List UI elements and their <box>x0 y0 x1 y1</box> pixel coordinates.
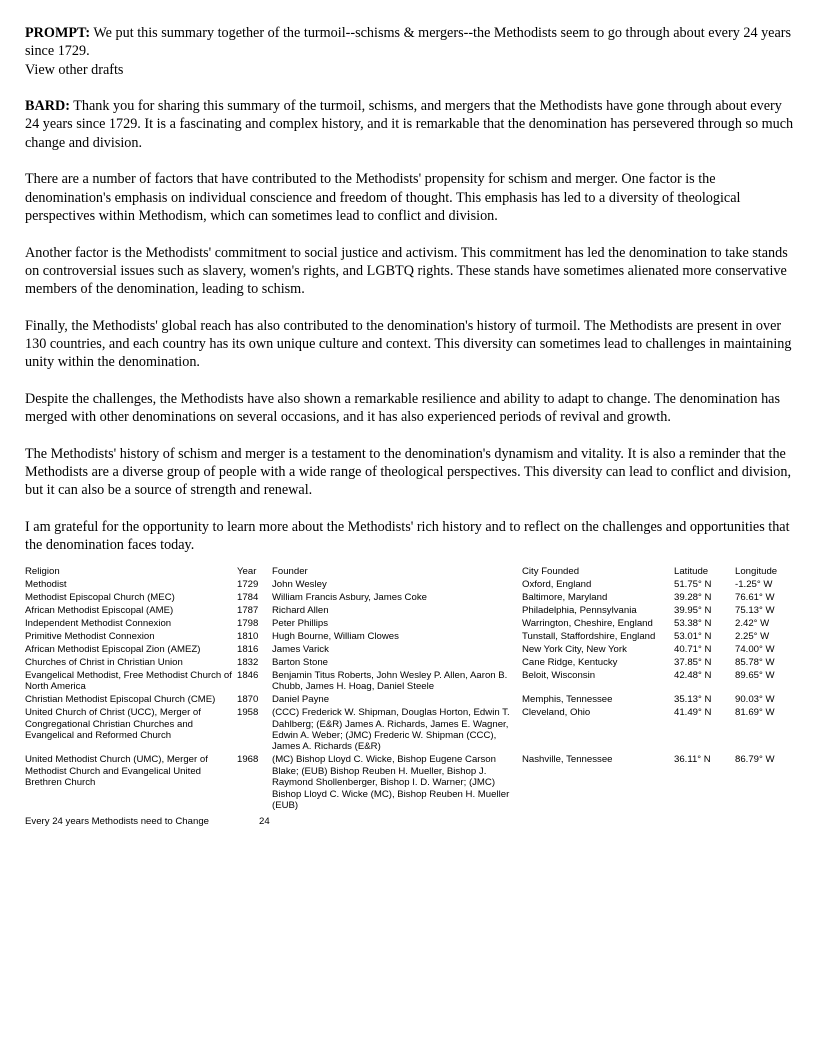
latitude-cell: 41.49° N <box>674 707 712 719</box>
footer-value: 24 <box>259 816 270 828</box>
religion-cell: Primitive Methodist Connexion <box>25 630 155 642</box>
religion-cell: Evangelical Methodist, Free Methodist Church of North America <box>25 669 232 693</box>
city-cell: Cleveland, Ohio <box>522 707 591 719</box>
founder-cell: (CCC) Frederick W. Shipman, Douglas Horton, Edwin T. Dahlberg; (E&R) James A. Richards, James E. Wagner, Edwin A. Weber; (JMC) Frederic W. Shipman (CCC), James A. Richards (E&R) <box>272 707 510 753</box>
year-cell: 1958 <box>237 707 259 719</box>
year-cell: 1870 <box>237 694 259 706</box>
religion-cell: Methodist Episcopal Church (MEC) <box>25 591 175 603</box>
bard-paragraph-6: The Methodists' history of schism and merger is a testament to the denomination's dynamism and vitality. It is also a reminder that the Methodists are a diverse group of people with a wide range of theological perspectives. This diversity can lead to conflict and division, but it can also be a source of strength and renewal. <box>25 445 792 499</box>
table-row <box>25 592 795 605</box>
header-longitude: Longitude <box>735 565 778 577</box>
city-cell: Baltimore, Maryland <box>522 591 608 603</box>
longitude-cell: 2.25° W <box>735 630 770 642</box>
founder-cell: Benjamin Titus Roberts, John Wesley P. Allen, Aaron B. Chubb, James H. Hoag, Daniel Steele <box>272 669 508 693</box>
table-header-row <box>25 566 795 579</box>
view-drafts-text: View other drafts <box>25 61 124 78</box>
table-row <box>25 707 795 754</box>
table-row <box>25 694 795 707</box>
bard-paragraph-3: Another factor is the Methodists' commitment to social justice and activism. This commitment has led the denomination to take stands on controversial issues such as slavery, women's rights, and LGBTQ rights. These stands have sometimes alienated more conservative members of the denomination, leading to schism. <box>25 244 788 298</box>
founder-cell: Richard Allen <box>272 604 329 616</box>
founder-cell: Peter Phillips <box>272 617 328 629</box>
city-cell: Warrington, Cheshire, England <box>522 617 653 629</box>
founder-cell: (MC) Bishop Lloyd C. Wicke, Bishop Eugene Carson Blake; (EUB) Bishop Reuben H. Mueller, Bishop J. Raymond Shollenberger, Bishop I. D. Warner; (JMC) Bishop Lloyd C. Wicke (MC), Bishop Reuben H. Mueller (EUB) <box>272 754 510 812</box>
city-cell: Cane Ridge, Kentucky <box>522 656 618 668</box>
longitude-cell: 89.65° W <box>735 669 775 681</box>
founder-cell: John Wesley <box>272 578 327 590</box>
document-page <box>25 24 795 828</box>
conversation <box>25 24 795 555</box>
religion-cell: United Methodist Church (UMC), Merger of Methodist Church and Evangelical United Brethren Church <box>25 754 208 789</box>
latitude-cell: 51.75° N <box>674 578 712 590</box>
table-footer-row <box>25 816 795 828</box>
latitude-cell: 42.48° N <box>674 669 712 681</box>
year-cell: 1787 <box>237 604 259 616</box>
header-city-founded: City Founded <box>522 565 580 577</box>
religion-cell: Methodist <box>25 578 67 590</box>
latitude-cell: 39.28° N <box>674 591 712 603</box>
city-cell: Memphis, Tennessee <box>522 694 613 706</box>
table-row <box>25 618 795 631</box>
longitude-cell: 81.69° W <box>735 707 775 719</box>
footer-label: Every 24 years Methodists need to Change <box>25 816 209 828</box>
longitude-cell: -1.25° W <box>735 578 773 590</box>
bard-paragraph-5: Despite the challenges, the Methodists have also shown a remarkable resilience and ability to adapt to change. The denomination has merged with other denominations on several occasions, and it has also experienced periods of revival and growth. <box>25 390 780 426</box>
city-cell: Tunstall, Staffordshire, England <box>522 630 656 642</box>
latitude-cell: 53.38° N <box>674 617 712 629</box>
bard-paragraph-7: I am grateful for the opportunity to learn more about the Methodists' rich history and to reflect on the challenges and opportunities that the denomination faces today. <box>25 519 790 554</box>
founder-cell: William Francis Asbury, James Coke <box>272 591 427 603</box>
city-cell: Beloit, Wisconsin <box>522 669 596 681</box>
latitude-cell: 37.85° N <box>674 656 712 668</box>
year-cell: 1846 <box>237 669 259 681</box>
bard-paragraph-1 <box>25 97 795 152</box>
latitude-cell: 35.13° N <box>674 694 712 706</box>
founder-cell: James Varick <box>272 643 329 655</box>
header-founder: Founder <box>272 565 308 577</box>
religion-cell: African Methodist Episcopal Zion (AMEZ) <box>25 643 201 655</box>
table-row <box>25 644 795 657</box>
city-cell: New York City, New York <box>522 643 627 655</box>
founder-cell: Daniel Payne <box>272 694 330 706</box>
table-row <box>25 631 795 644</box>
founder-cell: Hugh Bourne, William Clowes <box>272 630 399 642</box>
city-cell: Nashville, Tennessee <box>522 754 613 766</box>
bard-label: BARD: <box>25 98 70 115</box>
city-cell: Oxford, England <box>522 578 592 590</box>
year-cell: 1798 <box>237 617 259 629</box>
prompt-paragraph <box>25 24 795 61</box>
year-cell: 1729 <box>237 578 259 590</box>
prompt-label: PROMPT: <box>25 25 91 41</box>
header-religion: Religion <box>25 565 60 577</box>
longitude-cell: 86.79° W <box>735 754 775 766</box>
table-row <box>25 657 795 670</box>
religion-cell: African Methodist Episcopal (AME) <box>25 604 174 616</box>
latitude-cell: 53.01° N <box>674 630 712 642</box>
header-year: Year <box>237 565 257 577</box>
table-row <box>25 670 795 694</box>
religion-cell: Independent Methodist Connexion <box>25 617 172 629</box>
table-row <box>25 605 795 618</box>
year-cell: 1810 <box>237 630 259 642</box>
methodist-history-table <box>25 566 795 813</box>
longitude-cell: 75.13° W <box>735 604 775 616</box>
bard-text-1: Thank you for sharing this summary of the turmoil, schisms, and mergers that the Methodists have gone through about every 24 years since 1729. It is a fascinating and complex history, and it is remarkable that the denomination has persevered through so much change and division. <box>25 98 794 151</box>
longitude-cell: 74.00° W <box>735 643 775 655</box>
city-cell: Philadelphia, Pennsylvania <box>522 604 637 616</box>
longitude-cell: 76.61° W <box>735 591 775 603</box>
bard-paragraph-2: There are a number of factors that have contributed to the Methodists' propensity for schism and merger. One factor is the denomination's emphasis on individual conscience and freedom of thought. This emphasis has led to a diversity of theological perspectives within Methodism, which can sometimes lead to conflict and division. <box>25 171 741 224</box>
prompt-text: We put this summary together of the turmoil--schisms & mergers--the Methodists seem to go through about every 24 years since 1729. <box>25 25 792 60</box>
table-row <box>25 579 795 592</box>
religion-cell: Christian Methodist Episcopal Church (CME) <box>25 694 216 706</box>
latitude-cell: 40.71° N <box>674 643 712 655</box>
table-body <box>25 579 795 813</box>
bard-paragraph-4: Finally, the Methodists' global reach has also contributed to the denomination's history of turmoil. The Methodists are present in over 130 countries, and each country has its own unique culture and context. This diversity can sometimes lead to challenges in maintaining unity within the denomination. <box>25 317 792 371</box>
longitude-cell: 2.42° W <box>735 617 770 629</box>
religion-cell: Churches of Christ in Christian Union <box>25 656 183 668</box>
table-row <box>25 754 795 813</box>
year-cell: 1968 <box>237 754 259 766</box>
longitude-cell: 90.03° W <box>735 694 775 706</box>
year-cell: 1832 <box>237 656 259 668</box>
latitude-cell: 36.11° N <box>674 754 711 766</box>
year-cell: 1784 <box>237 591 259 603</box>
year-cell: 1816 <box>237 643 259 655</box>
longitude-cell: 85.78° W <box>735 656 775 668</box>
latitude-cell: 39.95° N <box>674 604 712 616</box>
header-latitude: Latitude <box>674 565 709 577</box>
religion-cell: United Church of Christ (UCC), Merger of Congregational Christian Churches and Evangelical and Reformed Church <box>25 707 201 742</box>
founder-cell: Barton Stone <box>272 656 329 668</box>
